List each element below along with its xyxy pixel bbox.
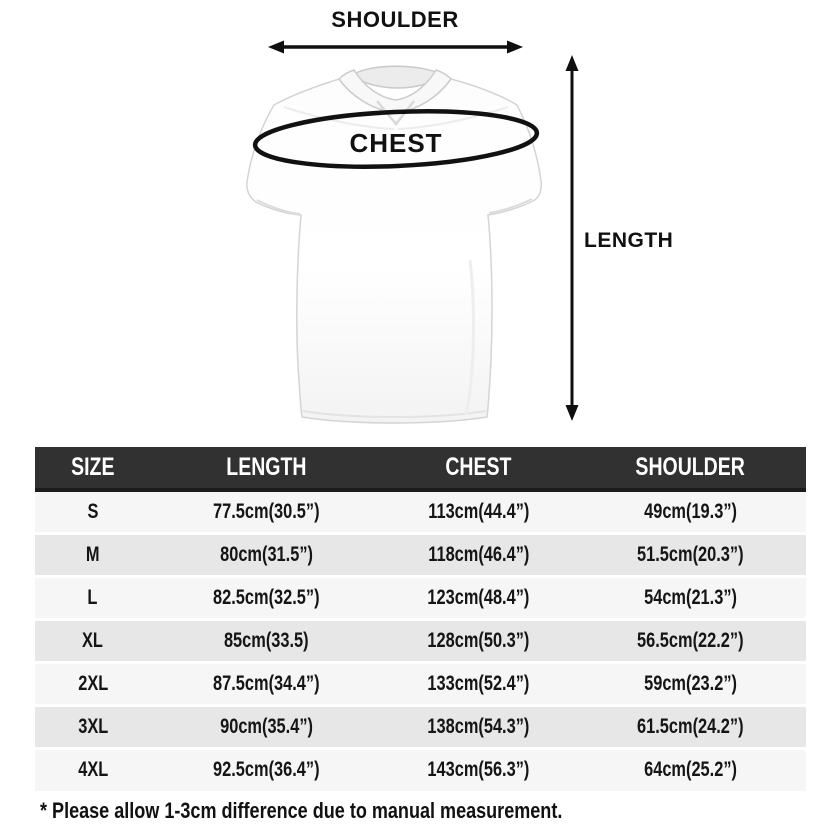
chest-value: 133cm(52.4”) [427,671,530,695]
header-row [35,447,806,490]
length-value: 77.5cm(30.5”) [213,499,320,523]
length-value: 82.5cm(32.5”) [213,585,320,609]
measurement-note [40,798,677,824]
shoulder-cell [575,490,806,533]
length-cell [151,748,382,791]
size-cell [35,662,151,705]
shoulder-value: 61.5cm(24.2”) [637,714,744,738]
length-value: 85cm(33.5) [223,628,309,652]
length-cell [151,619,382,662]
size-cell [35,619,151,662]
chest-cell [382,619,575,662]
size-cell [35,533,151,576]
shoulder-value: 51.5cm(20.3”) [637,542,744,566]
shoulder-value: 49cm(19.3”) [643,499,737,523]
size-value: M [85,542,100,566]
size-value: 4XL [77,758,108,782]
table-row-xl [35,619,806,662]
header-size-label: SIZE [71,453,115,481]
chest-cell [382,705,575,748]
size-value: S [87,499,99,523]
shoulder-cell [575,576,806,619]
table-row-2xl [35,662,806,705]
shoulder-cell [575,705,806,748]
table-row-3xl [35,705,806,748]
header-chest-label: CHEST [445,453,512,481]
table-row-s [35,490,806,533]
length-cell [151,576,382,619]
length-cell [151,705,382,748]
length-label: LENGTH [584,229,674,252]
length-arrow-top-head [566,55,579,71]
shoulder-value: 56.5cm(22.2”) [637,628,744,652]
chest-value: 113cm(44.4”) [427,499,529,523]
shoulder-cell [575,619,806,662]
shoulder-arrow-left-head [268,41,284,54]
chest-cell [382,662,575,705]
length-arrow-bottom-head [566,405,579,421]
size-cell [35,748,151,791]
size-table [35,447,806,791]
length-cell [151,490,382,533]
shoulder-value: 54cm(21.3”) [643,585,737,609]
chest-label: CHEST [349,128,443,158]
header-cell-shoulder [575,447,806,490]
size-cell [35,705,151,748]
shoulder-value: 59cm(23.2”) [643,671,737,695]
table-row-m [35,533,806,576]
chest-value: 123cm(48.4”) [427,585,530,609]
size-cell [35,490,151,533]
table-row-l [35,576,806,619]
header-length-label: LENGTH [226,453,307,481]
length-value: 80cm(31.5”) [219,542,313,566]
size-value: L [87,585,98,609]
shoulder-cell [575,533,806,576]
size-value: XL [82,628,104,652]
size-table-body [35,490,806,791]
header-shoulder-label: SHOULDER [635,453,746,481]
chest-cell [382,748,575,791]
size-value: 2XL [77,671,108,695]
length-cell [151,662,382,705]
length-value: 90cm(35.4”) [219,714,313,738]
shoulder-value: 64cm(25.2”) [643,758,737,782]
size-table-header [35,447,806,490]
shoulder-cell [575,748,806,791]
header-cell-chest [382,447,575,490]
length-value: 92.5cm(36.4”) [213,758,320,782]
chest-value: 138cm(54.3”) [427,714,530,738]
size-value: 3XL [77,714,108,738]
chest-cell [382,533,575,576]
chest-value: 143cm(56.3”) [427,758,530,782]
header-cell-length [151,447,382,490]
table-row-4xl [35,748,806,791]
chest-cell [382,576,575,619]
shoulder-cell [575,662,806,705]
chest-cell [382,490,575,533]
chest-value: 128cm(50.3”) [427,628,530,652]
size-cell [35,576,151,619]
measurement-note-text: * Please allow 1-3cm difference due to manual measurement. [40,798,563,823]
header-cell-size [35,447,151,490]
shoulder-label: SHOULDER [331,7,459,32]
chest-value: 118cm(46.4”) [427,542,529,566]
length-value: 87.5cm(34.4”) [213,671,320,695]
length-cell [151,533,382,576]
shoulder-arrow-right-head [507,41,523,54]
